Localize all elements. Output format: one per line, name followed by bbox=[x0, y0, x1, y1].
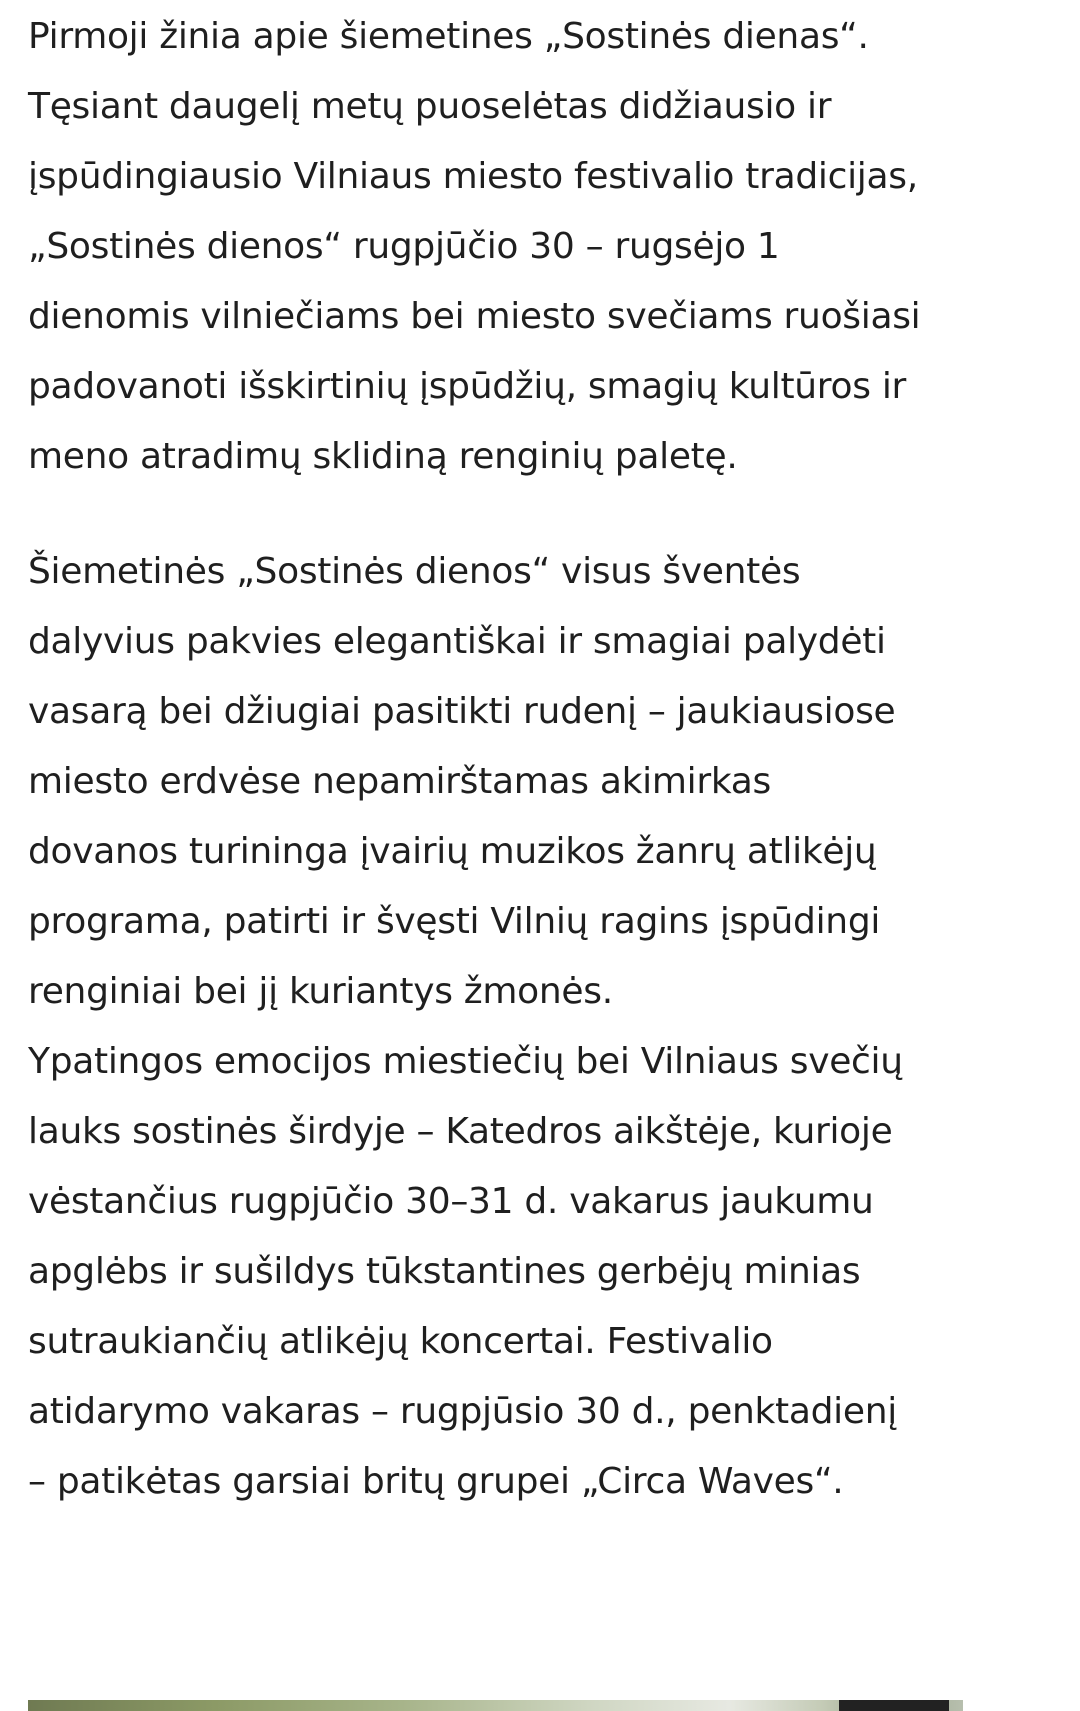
text-line: dovanos turininga įvairių muzikos žanrų atlikėjų bbox=[28, 831, 877, 872]
text-line: padovanoti išskirtinių įspūdžių, smagių kultūros ir bbox=[28, 366, 907, 407]
text-line: renginiai bei jį kuriantys žmonės. bbox=[28, 971, 613, 1012]
text-line: vasarą bei džiugiai pasitikti rudenį – jaukiausiose bbox=[28, 691, 896, 732]
text-line: dalyvius pakvies elegantiškai ir smagiai palydėti bbox=[28, 621, 886, 662]
text-line: sutraukiančių atlikėjų koncertai. Festivalio bbox=[28, 1321, 773, 1362]
text-line: apglėbs ir sušildys tūkstantines gerbėjų minias bbox=[28, 1251, 861, 1292]
text-line: Ypatingos emocijos miestiečių bei Vilniaus svečių bbox=[28, 1041, 903, 1082]
text-line: vėstančius rugpjūčio 30–31 d. vakarus jaukumu bbox=[28, 1181, 874, 1222]
text-line: „Sostinės dienos“ rugpjūčio 30 – rugsėjo 1 bbox=[28, 226, 780, 267]
text-line: dienomis vilniečiams bei miesto svečiams ruošiasi bbox=[28, 296, 921, 337]
article-image-top-edge[interactable] bbox=[28, 1700, 963, 1711]
text-line: meno atradimų sklidiną renginių paletę. bbox=[28, 436, 738, 477]
text-line: įspūdingiausio Vilniaus miesto festivalio tradicijas, bbox=[28, 156, 918, 197]
paragraph-details bbox=[28, 537, 968, 1517]
paragraph-intro bbox=[28, 2, 968, 492]
text-line: lauks sostinės širdyje – Katedros aikštėje, kurioje bbox=[28, 1111, 893, 1152]
text-line: programa, patirti ir švęsti Vilnių ragins įspūdingi bbox=[28, 901, 881, 942]
paragraph-spacer bbox=[28, 492, 968, 537]
article-body bbox=[28, 2, 968, 1517]
image-overlay-badge bbox=[839, 1700, 949, 1711]
text-line: Šiemetinės „Sostinės dienos“ visus šventės bbox=[28, 551, 801, 592]
text-line: – patikėtas garsiai britų grupei „Circa Waves“. bbox=[28, 1461, 844, 1502]
text-line: Tęsiant daugelį metų puoselėtas didžiausio ir bbox=[28, 86, 832, 127]
text-line: atidarymo vakaras – rugpjūsio 30 d., penktadienį bbox=[28, 1391, 897, 1432]
text-line: Pirmoji žinia apie šiemetines „Sostinės dienas“. bbox=[28, 16, 869, 57]
text-line: miesto erdvėse nepamirštamas akimirkas bbox=[28, 761, 771, 802]
